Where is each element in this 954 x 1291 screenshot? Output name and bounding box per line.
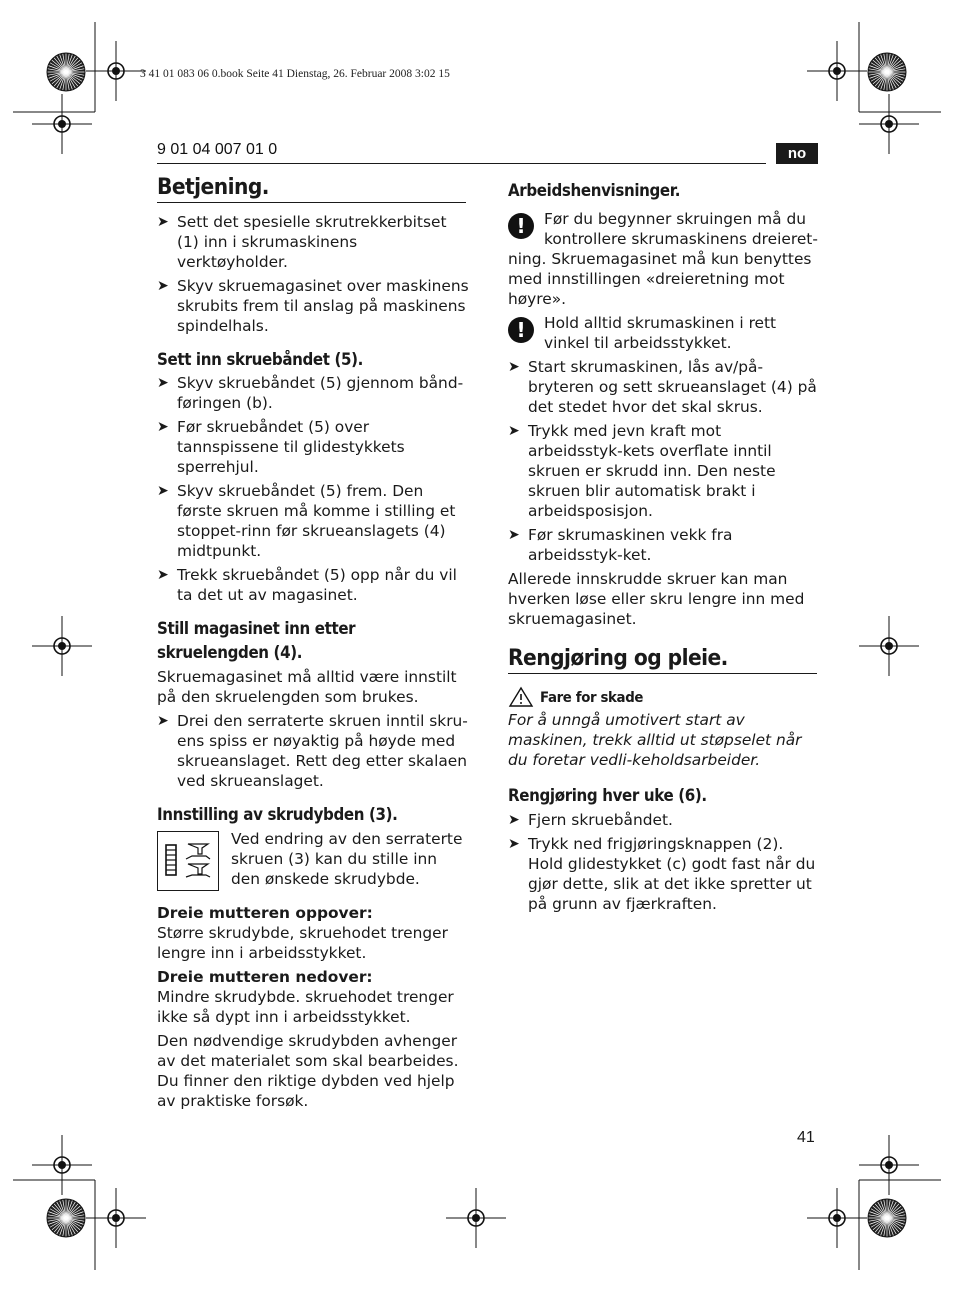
registration-mark-icon [859, 616, 919, 676]
right-arrowhead-icon: ➤ [157, 214, 169, 230]
depth-figure-text: Ved endring av den serraterte skruen (3) kan du stille inn den ønskede skrudybde. [231, 830, 463, 888]
right-arrowhead-icon: ➤ [508, 812, 520, 828]
title-rule [508, 673, 817, 674]
right-arrowhead-icon: ➤ [157, 713, 169, 729]
paragraph: Større skrudybde, skruehodet trenger lengre inn i arbeidsstykket. [157, 924, 448, 962]
list-item: ➤ Drei den serraterte skruen inntil skru-ens spiss er nøyaktig på høyde med skrueanslaget. Rett deg etter skalaen ved skrueanslaget. [157, 712, 468, 790]
label-nut-up: Dreie mutteren oppover: [157, 904, 373, 922]
language-badge: no [776, 143, 818, 164]
color-star-mark-icon [868, 53, 906, 91]
screw-depth-scale-icon [157, 831, 219, 891]
registration-mark-icon [859, 1135, 919, 1195]
paragraph: Mindre skrudybde. skruehodet trenger ikke så dypt inn i arbeidsstykket. [157, 988, 454, 1026]
paragraph: Skruemagasinet må alltid være innstilt på den skruelengden som brukes. [157, 668, 457, 706]
notice-block: ! Hold alltid skrumaskinen i rett vinkel til arbeidsstykket. [508, 313, 820, 353]
registration-mark-icon [859, 94, 919, 154]
subheading-working-instructions: Arbeidshenvisninger. [508, 181, 681, 200]
paragraph: Den nødvendige skrudybden avhenger av det materialet som skal bearbeides. Du finner den riktige dybden ved hjelp av praktiske forsøk. [157, 1032, 459, 1110]
warning-triangle-icon [508, 686, 534, 708]
registration-mark-icon [446, 1188, 506, 1248]
list-item: ➤ Sett det spesielle skrutrekkerbitset (1) inn i skrumaskinens verktøyholder. [157, 213, 447, 271]
list-item: ➤ Før skrumaskinen vekk fra arbeidsstyk-ket. [508, 526, 733, 564]
right-arrowhead-icon: ➤ [508, 359, 520, 375]
section-title-cleaning: Rengjøring og pleie. [508, 646, 728, 671]
exclamation-circle-icon: ! [508, 317, 534, 343]
right-arrowhead-icon: ➤ [157, 483, 169, 499]
list-item: ➤ Skyv skruebåndet (5) frem. Den første skruen må komme i stilling et stoppet-rinn før skrueanslagets (4) midtpunkt. [157, 482, 456, 560]
right-arrowhead-icon: ➤ [157, 375, 169, 391]
right-arrowhead-icon: ➤ [157, 419, 169, 435]
danger-text: For å unngå umotivert start av maskinen, trekk alltid ut støpselet når du foretar vedli-keholdsarbeider. [508, 711, 802, 769]
list-item: ➤ Fjern skruebåndet. [508, 811, 673, 829]
page-number: 41 [797, 1129, 815, 1146]
list-item: ➤ Trekk skruebåndet (5) opp når du vil ta det ut av magasinet. [157, 566, 457, 604]
color-star-mark-icon [47, 1199, 85, 1237]
color-star-mark-icon [868, 1199, 906, 1237]
subheading-magazine-line-2: skruelengden (4). [157, 643, 303, 662]
registration-mark-icon [32, 94, 92, 154]
subheading-insert-strip: Sett inn skruebåndet (5). [157, 350, 364, 369]
notice-block: ! Før du begynner skruingen må du kontrollere skrumaskinens dreieret-ning. Skruemagasinet må kun benyttes med innstillingen «dreieretning mot høyre». [508, 210, 818, 308]
list-item: ➤ Skyv skruemagasinet over maskinens skrubits frem til anslag på maskinens spindelhals. [157, 277, 469, 335]
subheading-screw-depth: Innstilling av skrudybden (3). [157, 805, 398, 824]
right-arrowhead-icon: ➤ [508, 423, 520, 439]
document-number: 9 01 04 007 01 0 [157, 141, 278, 158]
subheading-magazine-line-1: Still magasinet inn etter [157, 619, 356, 638]
exclamation-circle-icon: ! [508, 213, 534, 239]
list-item: ➤ Skyv skruebåndet (5) gjennom bånd-føringen (b). [157, 374, 464, 412]
registration-mark-icon [32, 616, 92, 676]
left-column [157, 175, 469, 1115]
right-column [508, 181, 820, 918]
danger-label: Fare for skade [540, 690, 644, 706]
section-title-operation: Betjening. [157, 175, 269, 200]
list-item: ➤ Start skrumaskinen, lås av/på-bryteren og sett skrueanslaget (4) på det stedet hvor det skal skrus. [508, 358, 817, 416]
right-arrowhead-icon: ➤ [157, 278, 169, 294]
label-nut-down: Dreie mutteren nedover: [157, 968, 373, 986]
danger-heading [508, 686, 820, 708]
paragraph: Allerede innskrudde skruer kan man hverken løse eller skru lengre inn med skruemagasinet. [508, 570, 805, 628]
registration-mark-icon [32, 1135, 92, 1195]
list-item: ➤ Trykk med jevn kraft mot arbeidsstyk-kets overflate inntil skruen er skrudd inn. Den neste skruen blir automatisk brakt i arbeidsposisjon. [508, 422, 776, 520]
book-file-line: 3 41 01 083 06 0.book Seite 41 Dienstag, 26. Februar 2008 3:02 15 [140, 68, 450, 80]
right-arrowhead-icon: ➤ [508, 836, 520, 852]
right-arrowhead-icon: ➤ [508, 527, 520, 543]
depth-figure-block [157, 829, 469, 891]
right-arrowhead-icon: ➤ [157, 567, 169, 583]
header-rule [157, 163, 766, 164]
registration-mark-icon [807, 1188, 867, 1248]
list-item: ➤ Før skruebåndet (5) over tannspissene til glidestykkets sperrehjul. [157, 418, 405, 476]
title-rule [157, 202, 466, 203]
registration-mark-icon [807, 41, 867, 101]
list-item: ➤ Trykk ned frigjøringsknappen (2). Hold glidestykket (c) godt fast når du gjør dette, slik at det ikke spretter ut på grunn av fjærkraften. [508, 835, 816, 913]
subheading-weekly-cleaning: Rengjøring hver uke (6). [508, 786, 707, 805]
color-star-mark-icon [47, 53, 85, 91]
